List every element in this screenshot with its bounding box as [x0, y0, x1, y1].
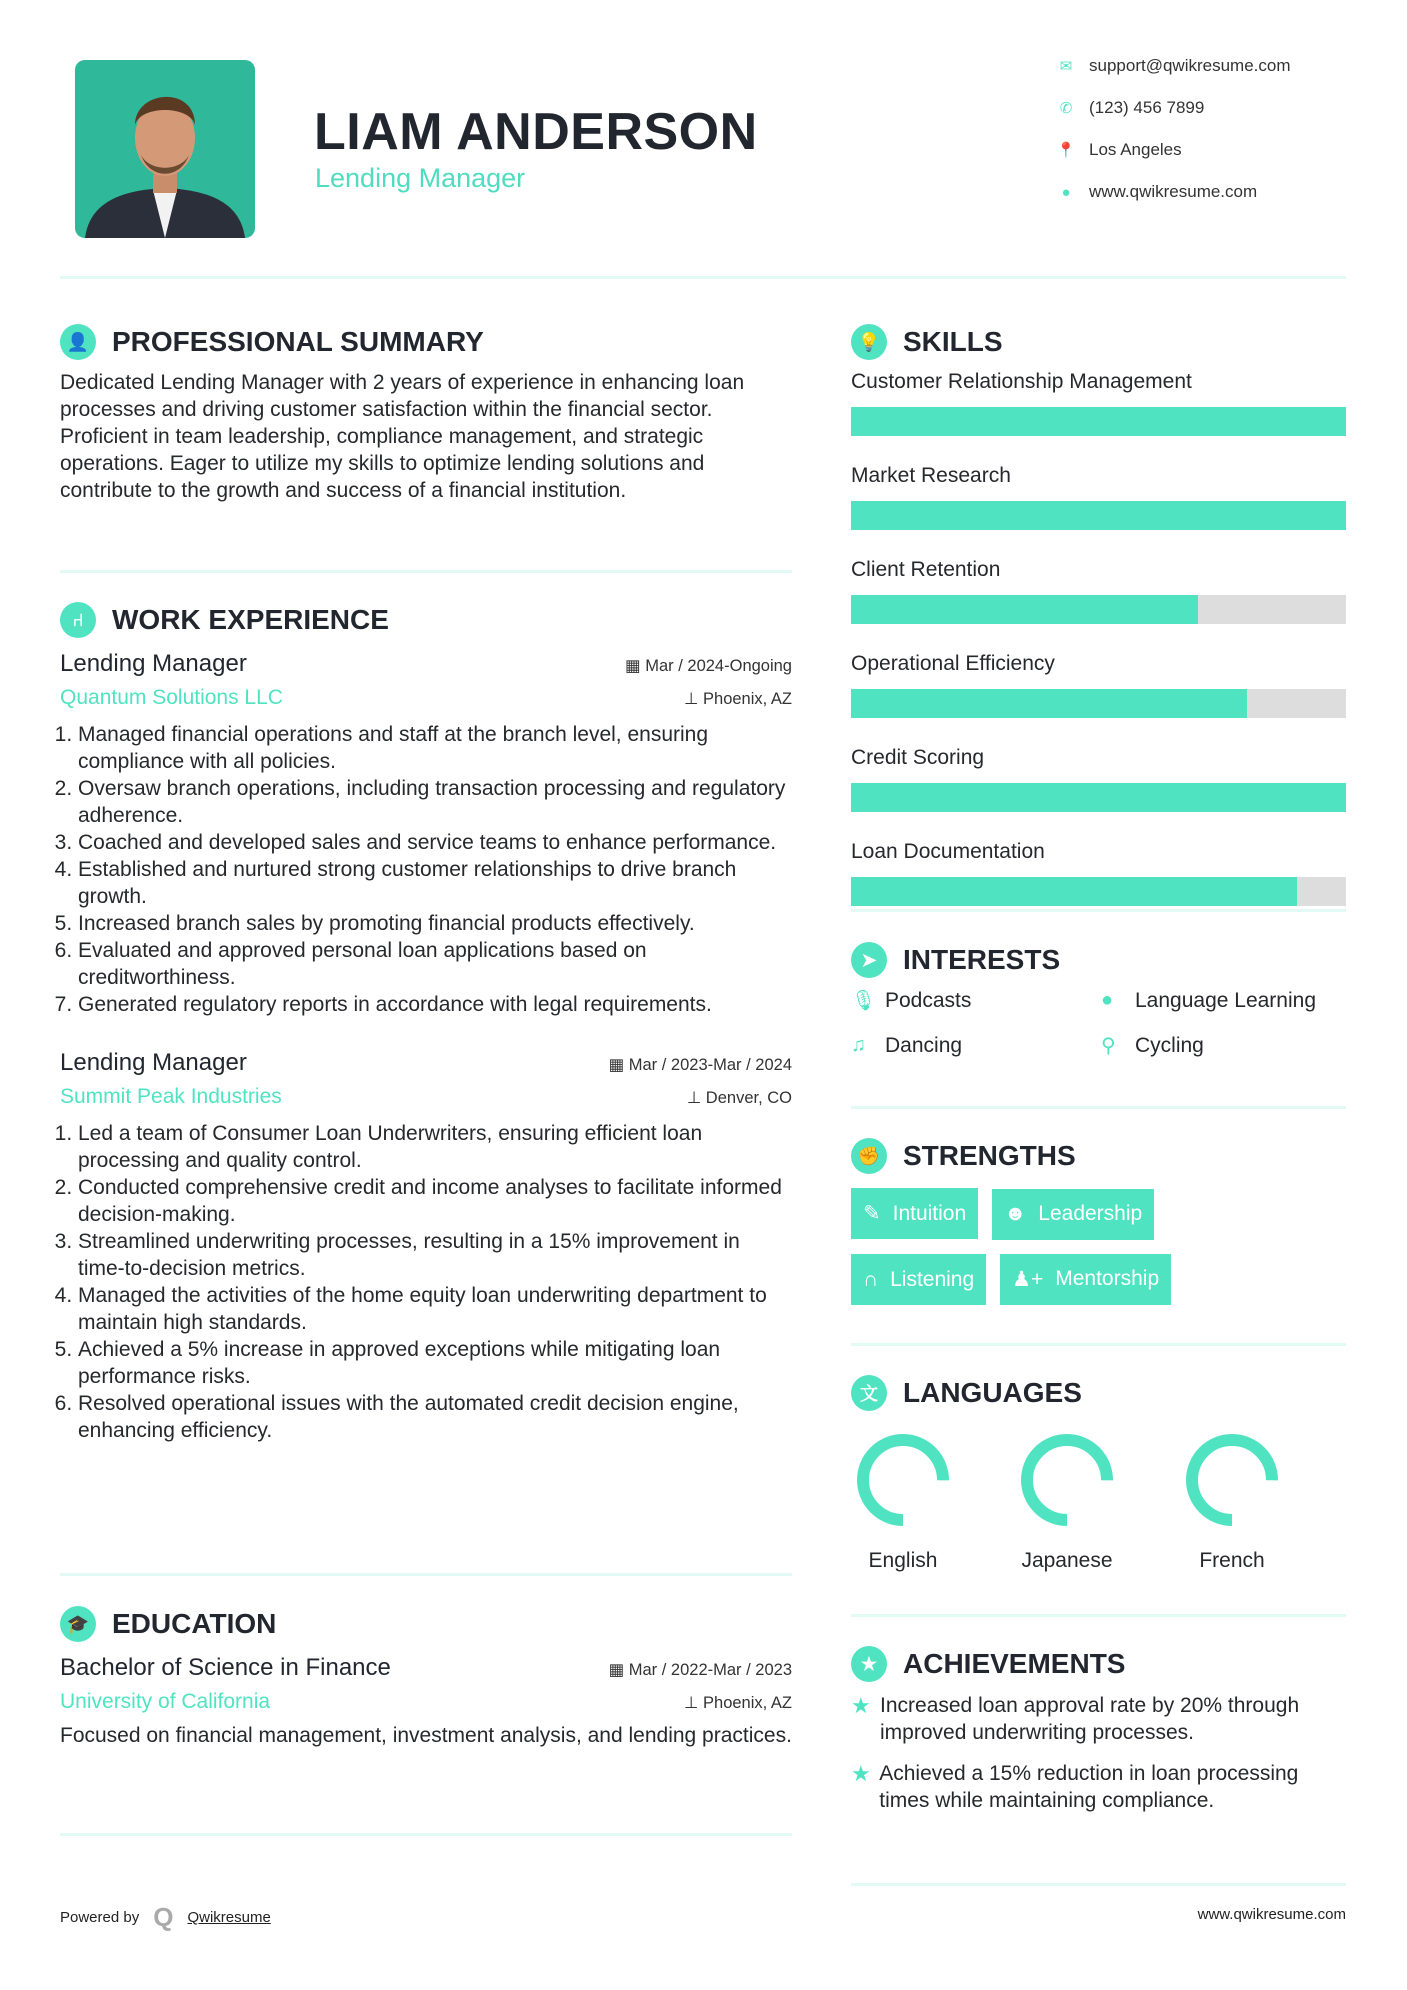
contact-text: support@qwikresume.com [1089, 56, 1291, 75]
pin-icon: ⊥ [686, 1089, 706, 1107]
language-ring [1182, 1430, 1282, 1530]
bullet-item: 3. Coached and developed sales and service teams to enhance performance. [78, 829, 792, 856]
pin-icon: ⊥ [684, 1694, 704, 1712]
language-ring-arc [863, 1440, 943, 1520]
skill-bar [851, 501, 1346, 530]
degree: Bachelor of Science in Finance [60, 1654, 391, 1681]
divider [851, 1614, 1346, 1617]
bullet-item: 6. Evaluated and approved personal loan applications based on creditworthiness. [78, 937, 792, 991]
strength-chip [1000, 1254, 1171, 1305]
interest-item [1101, 988, 1346, 1013]
section-heading [851, 1646, 1346, 1682]
music-note-icon: ♫ [851, 1034, 866, 1056]
section-title: EDUCATION [112, 1608, 277, 1639]
magic-wand-icon: ✎ [863, 1202, 881, 1225]
skill-bar [851, 877, 1346, 906]
star-badge-icon: ★ [851, 1646, 887, 1682]
powered-by-text: Powered by [60, 1909, 140, 1926]
section-heading [851, 1138, 1346, 1174]
divider [60, 570, 792, 573]
skill-bar-fill [851, 407, 1346, 436]
skill-bar [851, 407, 1346, 436]
skills-section [851, 324, 1346, 934]
qwikresume-link[interactable]: Qwikresume [187, 1909, 271, 1926]
section-title: SKILLS [903, 326, 1003, 357]
achievement-text: Increased loan approval rate by 20% through improved underwriting processes. [880, 1694, 1300, 1744]
section-title: WORK EXPERIENCE [112, 604, 389, 635]
language-label: French [1199, 1549, 1265, 1572]
work-experience-section [60, 602, 792, 1444]
skill-item [851, 652, 1346, 718]
bullet-item: 4. Managed the activities of the home equity loan underwriting department to maintain high standards. [78, 1282, 792, 1336]
strength-label: Listening [890, 1267, 975, 1291]
skill-bar-fill [851, 877, 1297, 906]
education-section [60, 1606, 792, 1749]
education-location [684, 1693, 792, 1713]
candidate-name: LIAM ANDERSON [314, 103, 758, 161]
section-heading [60, 1606, 792, 1642]
bullet-item: 7. Generated regulatory reports in accordance with legal requirements. [78, 991, 792, 1018]
section-heading [851, 324, 1346, 360]
section-title: STRENGTHS [903, 1140, 1076, 1171]
contact-item [1056, 182, 1257, 202]
star-icon: ★ [851, 1693, 871, 1718]
contact-text: Los Angeles [1089, 140, 1182, 159]
bullet-item: 4. Established and nurtured strong customer relationships to drive branch growth. [78, 856, 792, 910]
contact-text: www.qwikresume.com [1089, 182, 1258, 201]
calendar-icon: ▦ [608, 1661, 629, 1679]
job-bullets [60, 721, 792, 1018]
skill-item [851, 464, 1346, 530]
interest-label: Dancing [885, 1033, 963, 1057]
skill-label: Credit Scoring [851, 746, 985, 769]
divider [60, 1573, 792, 1576]
dates-text: Mar / 2024-Ongoing [645, 657, 792, 675]
bullet-item: 1. Managed financial operations and staff at the branch level, ensuring compliance with all policies. [78, 721, 792, 775]
calendar-icon: ▦ [625, 657, 646, 675]
job-subheader [60, 1085, 792, 1109]
job-location [687, 1088, 792, 1108]
interests-section [851, 942, 1346, 1058]
location-text: Phoenix, AZ [703, 1694, 792, 1712]
location-text: Denver, CO [705, 1089, 792, 1107]
achievement-item [851, 1692, 1346, 1746]
divider [851, 1106, 1346, 1109]
skill-label: Operational Efficiency [851, 652, 1055, 675]
section-title: PROFESSIONAL SUMMARY [112, 326, 484, 357]
language-item [992, 1430, 1142, 1573]
skill-bar-fill [851, 783, 1346, 812]
qwikresume-logo-icon: Q [153, 1902, 174, 1932]
school: University of California [60, 1690, 271, 1713]
job-location [684, 689, 792, 709]
interest-item [851, 988, 1101, 1013]
globe-icon: ● [1101, 989, 1114, 1011]
skill-bar [851, 783, 1346, 812]
contact-item [1056, 98, 1204, 118]
divider [851, 1883, 1346, 1886]
section-title: INTERESTS [903, 944, 1061, 975]
strength-label: Mentorship [1055, 1267, 1160, 1290]
job-header [60, 1049, 792, 1077]
job-dates [609, 1055, 792, 1075]
profile-photo [75, 60, 255, 238]
strengths-section [851, 1138, 1346, 1319]
location-text: Phoenix, AZ [703, 690, 792, 708]
footer-left [60, 1902, 271, 1933]
interest-label: Cycling [1135, 1033, 1204, 1057]
calendar-icon: ▦ [608, 1056, 629, 1074]
users-icon: ☻ [1004, 1202, 1027, 1225]
skill-bar-fill [851, 595, 1198, 624]
education-dates [609, 1660, 792, 1680]
skill-label: Loan Documentation [851, 840, 1045, 863]
bullet-item: 1. Led a team of Consumer Loan Underwriters, ensuring efficient loan processing and quality control. [78, 1120, 792, 1174]
contact-item [1056, 56, 1291, 76]
interest-label: Language Learning [1135, 988, 1317, 1012]
skill-item [851, 558, 1346, 624]
user-icon: 👤 [60, 324, 96, 360]
chair-icon: ⑁ [60, 602, 96, 638]
fist-icon: ✊ [851, 1138, 887, 1174]
language-ring [853, 1430, 953, 1530]
company-name: Summit Peak Industries [60, 1085, 282, 1108]
star-icon: ★ [851, 1761, 871, 1786]
skill-label: Client Retention [851, 558, 1001, 581]
map-pin-icon: 📍 [1056, 142, 1076, 159]
interest-label: Podcasts [885, 988, 972, 1012]
divider [60, 276, 1346, 279]
bullet-item: 5. Increased branch sales by promoting financial products effectively. [78, 910, 792, 937]
language-ring-arc [1027, 1440, 1107, 1520]
job-entry [60, 650, 792, 1018]
skill-bar [851, 595, 1346, 624]
dates-text: Mar / 2022-Mar / 2023 [628, 1661, 792, 1679]
job-title: Lending Manager [60, 1049, 247, 1076]
skill-item [851, 746, 1346, 812]
bullet-item: 2. Conducted comprehensive credit and income analyses to facilitate informed decision-making. [78, 1174, 792, 1228]
language-label: Japanese [1021, 1549, 1113, 1572]
section-heading [60, 602, 792, 638]
bullet-item: 5. Achieved a 5% increase in approved exceptions while mitigating loan performance risks. [78, 1336, 792, 1390]
skill-bar-fill [851, 501, 1346, 530]
strength-label: Intuition [892, 1201, 967, 1225]
graduate-icon: 🎓 [60, 1606, 96, 1642]
language-icon: 文 [851, 1375, 887, 1411]
contact-text: (123) 456 7899 [1089, 98, 1205, 117]
candidate-title: Lending Manager [315, 163, 526, 193]
pin-icon: ⊥ [684, 690, 704, 708]
bullet-item: 2. Oversaw branch operations, including transaction processing and regulatory adherence. [78, 775, 792, 829]
strength-chip [851, 1254, 986, 1305]
languages-section [851, 1375, 1346, 1575]
bullet-item: 3. Streamlined underwriting processes, resulting in a 15% improvement in time-to-decision metrics. [78, 1228, 792, 1282]
dates-text: Mar / 2023-Mar / 2024 [628, 1056, 792, 1074]
language-label: English [868, 1549, 938, 1572]
strength-chip [992, 1189, 1154, 1240]
education-description: Focused on financial management, investment analysis, and lending practices. [60, 1724, 792, 1747]
interest-item [1101, 1033, 1346, 1058]
contact-item [1056, 140, 1182, 160]
skill-item [851, 370, 1346, 436]
job-subheader [60, 686, 792, 710]
bicycle-icon: ⚲ [1101, 1035, 1116, 1057]
footer-url[interactable]: www.qwikresume.com [1197, 1906, 1346, 1923]
divider [851, 909, 1346, 912]
language-item [1157, 1430, 1307, 1573]
job-bullets [60, 1120, 792, 1444]
paper-plane-icon: ➤ [851, 942, 887, 978]
microphone-icon: 🎙 [851, 990, 877, 1012]
language-ring [1017, 1430, 1117, 1530]
section-title: ACHIEVEMENTS [903, 1648, 1126, 1679]
achievement-text: Achieved a 15% reduction in loan processing times while maintaining compliance. [879, 1762, 1299, 1812]
professional-summary-section [60, 324, 792, 504]
divider [60, 1833, 792, 1836]
language-ring-arc [1192, 1440, 1272, 1520]
skill-label: Customer Relationship Management [851, 370, 1192, 393]
bullet-item: 6. Resolved operational issues with the automated credit decision engine, enhancing efficiency. [78, 1390, 792, 1444]
skill-item [851, 840, 1346, 906]
strength-label: Leadership [1038, 1202, 1143, 1225]
skill-label: Market Research [851, 464, 1011, 487]
section-heading [851, 1375, 1346, 1411]
headphones-icon: ∩ [863, 1267, 879, 1291]
company-name: Quantum Solutions LLC [60, 686, 283, 709]
achievement-item [851, 1760, 1346, 1814]
section-heading [60, 324, 792, 360]
section-heading [851, 942, 1346, 978]
job-entry [60, 1049, 792, 1444]
globe-icon: ● [1061, 183, 1071, 201]
envelope-icon: ✉ [1059, 58, 1073, 75]
job-dates [625, 656, 792, 676]
skill-bar-fill [851, 689, 1247, 718]
skill-bar [851, 689, 1346, 718]
strength-chip [851, 1188, 978, 1239]
phone-icon: ✆ [1059, 100, 1073, 117]
user-plus-icon: ♟+ [1012, 1267, 1044, 1291]
job-title: Lending Manager [60, 650, 247, 677]
achievements-section [851, 1646, 1346, 1828]
language-item [828, 1430, 978, 1573]
interest-item [851, 1033, 1101, 1058]
divider [851, 1343, 1346, 1346]
lightbulb-icon: 💡 [851, 324, 887, 360]
summary-text: Dedicated Lending Manager with 2 years of experience in enhancing loan processes and driving customer satisfaction within the financial sector. Proficient in team leadership, compliance management, and strategic operations. Eager to utilize my skills to optimize lending solutions and contribute to the growth and success of a financial institution. [60, 371, 745, 502]
section-title: LANGUAGES [903, 1377, 1082, 1408]
job-header [60, 650, 792, 678]
